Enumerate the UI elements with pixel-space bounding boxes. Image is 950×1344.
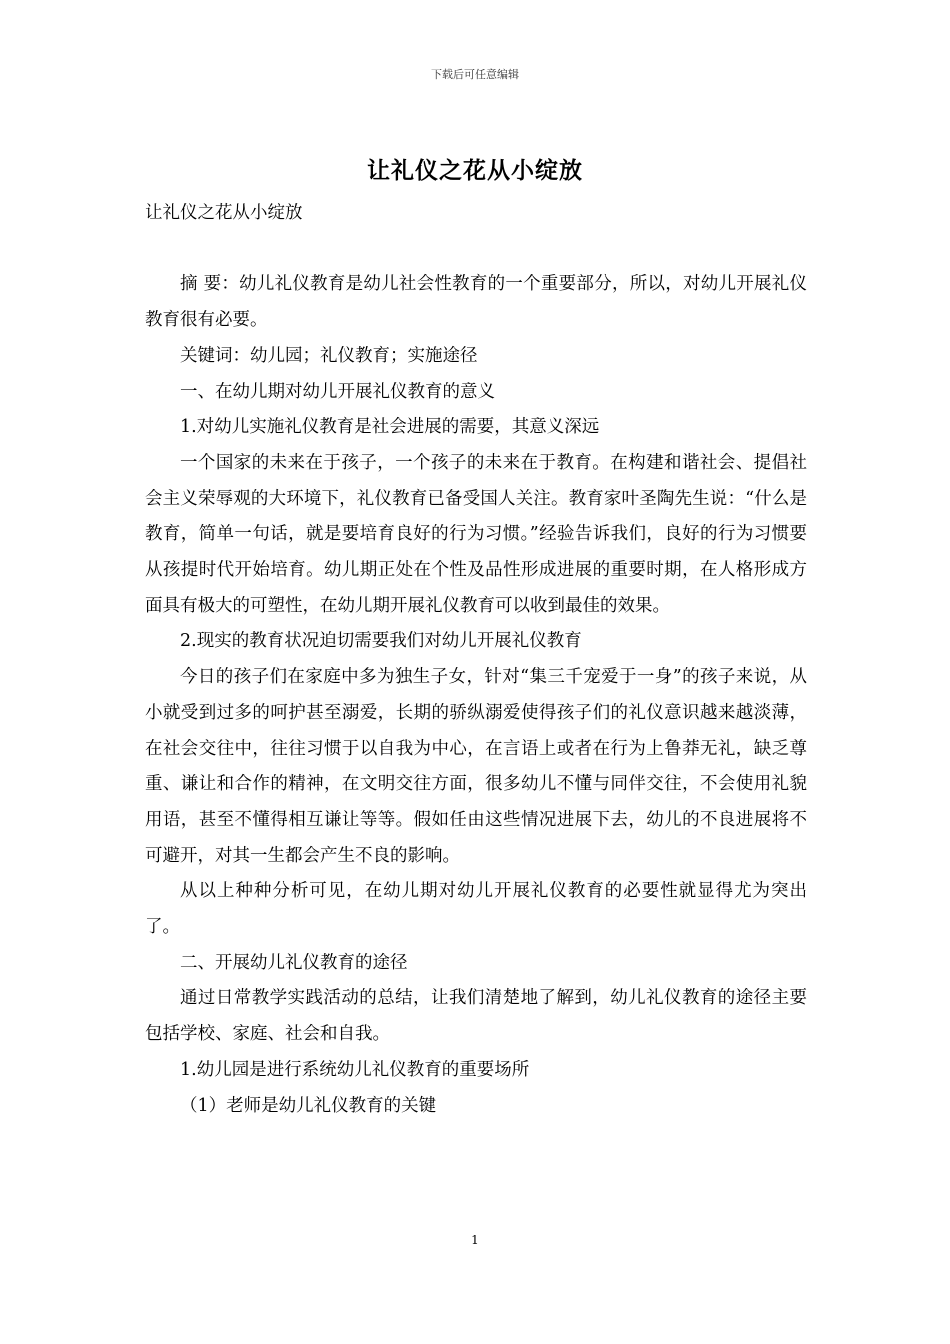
document-body [145, 196, 807, 1124]
section-heading-1: 一、在幼儿期对幼儿开展礼仪教育的意义 [180, 381, 495, 402]
blank-line [145, 232, 807, 268]
body-paragraph: 今日的孩子们在家庭中多为独生子女，针对“集三千宠爱于一身”的孩子来说，从小就受到过多的呵护甚至溺爱，长期的骄纵溺爱使得孩子们的礼仪意识越来越淡薄，在社会交往中，往往习惯于以自我为中心，在言语上或者在行为上鲁莽无礼，缺乏尊重、谦让和合作的精神，在文明交往方面，很多幼儿不懂与同伴交往，不会使用礼貌用语，甚至不懂得相互谦让等等。假如任由这些情况进展下去，幼儿的不良进展将不可避开，对其一生都会产生不良的影响。 [145, 667, 807, 866]
body-paragraph: 从以上种种分析可见，在幼儿期对幼儿开展礼仪教育的必要性就显得尤为突出了。 [145, 881, 807, 938]
page-header-note: 下载后可任意编辑 [431, 68, 519, 81]
document-subtitle: 让礼仪之花从小绽放 [145, 203, 303, 223]
keywords-line: 关键词：幼儿园；礼仪教育；实施途径 [180, 345, 478, 366]
section-heading-2: 二、开展幼儿礼仪教育的途径 [180, 952, 408, 973]
body-paragraph: 一个国家的未来在于孩子，一个孩子的未来在于教育。在构建和谐社会、提倡社会主义荣辱观的大环境下，礼仪教育已备受国人关注。教育家叶圣陶先生说：“什么是教育，简单一句话，就是要培育良好的行为习惯。”经验告诉我们，良好的行为习惯要从孩提时代开始培育。幼儿期正处在个性及品性形成进展的重要时期，在人格形成方面具有极大的可塑性，在幼儿期开展礼仪教育可以收到最佳的效果。 [145, 452, 807, 616]
subsection-heading-1-2: 2.现实的教育状况迫切需要我们对幼儿开展礼仪教育 [180, 631, 582, 652]
subsection-heading-2-1-1: （1）老师是幼儿礼仪教育的关键 [180, 1095, 437, 1116]
document-title: 让礼仪之花从小绽放 [367, 157, 583, 184]
subsection-heading-1-1: 1.对幼儿实施礼仪教育是社会进展的需要，其意义深远 [180, 417, 600, 438]
body-paragraph: 通过日常教学实践活动的总结，让我们清楚地了解到，幼儿礼仪教育的途径主要包括学校、家庭、社会和自我。 [145, 988, 807, 1045]
page-number: 1 [471, 1233, 479, 1247]
subsection-heading-2-1: 1.幼儿园是进行系统幼儿礼仪教育的重要场所 [180, 1059, 530, 1080]
abstract-paragraph: 摘 要：幼儿礼仪教育是幼儿社会性教育的一个重要部分，所以，对幼儿开展礼仪教育很有必要。 [145, 274, 807, 331]
